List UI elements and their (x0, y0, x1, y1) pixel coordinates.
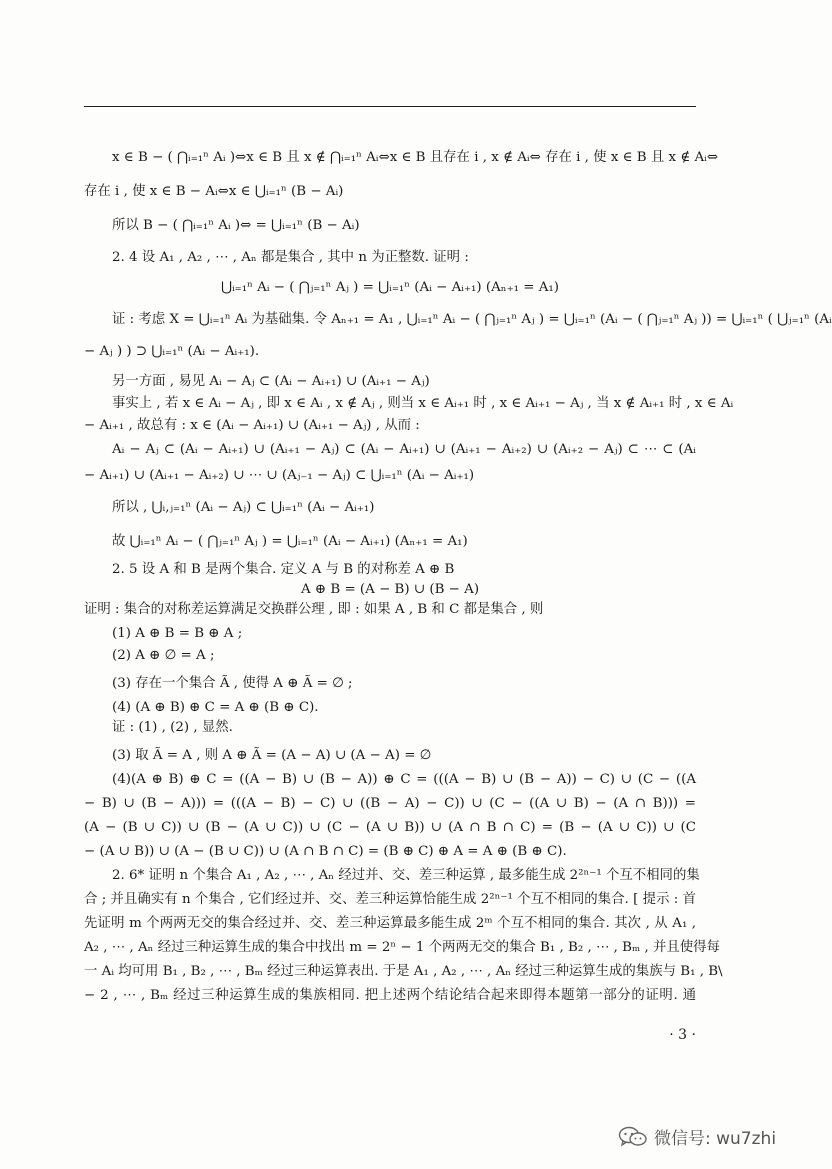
header-rule (84, 106, 696, 107)
text-line: 所以 B − ( ⋂ᵢ₌₁ⁿ Aᵢ )⇔ = ⋃ᵢ₌₁ⁿ (B − Aᵢ) (112, 218, 360, 233)
text-line: − 2 , ⋯ , Bₘ 经过三种运算生成的集族相同. 把上述两个结论结合起来即得本题第一部分的证明. 通 (84, 988, 696, 1003)
exercise-2-4-statement: 2. 4 设 A₁ , A₂ , ⋯ , Aₙ 都是集合 , 其中 n 为正整数. 证明 : (112, 250, 469, 265)
text-line: 合 ; 并且确实有 n 个集合 , 它们经过并、交、差三种运算恰能生成 2²ⁿ⁻¹ 个互不相同的集合. [ 提示 : 首 (84, 892, 696, 907)
text-line: A₂ , ⋯ , Aₙ 经过三种运算生成的集合中找出 m = 2ⁿ − 1 个两两无交的集合 B₁ , B₂ , ⋯ , Bₘ , 并且使得每 (84, 940, 720, 955)
text-line: (4)(A ⊕ B) ⊕ C = ((A − B) ∪ (B − A)) ⊕ C = (((A − B) ∪ (B − A)) − C) ∪ (C − ((A (112, 772, 696, 787)
wechat-icon (618, 1126, 648, 1148)
page-number: · 3 · (669, 1027, 696, 1043)
text-line: Aᵢ − Aⱼ ⊂ (Aᵢ − Aᵢ₊₁) ∪ (Aᵢ₊₁ − Aⱼ) ⊂ (Aᵢ − Aᵢ₊₁) ∪ (Aᵢ₊₁ − Aᵢ₊₂) ∪ (Aᵢ₊₂ − Aⱼ) ⊂ ⋯ ⊂ (Aᵢ (112, 442, 696, 457)
text-line: 一 Aᵢ 均可用 B₁ , B₂ , ⋯ , Bₘ 经过三种运算表出. 于是 A₁ , A₂ , ⋯ , Aₙ 经过三种运算生成的集族与 B₁ , B\ (84, 964, 723, 979)
text-line: − Aᵢ₊₁) ∪ (Aᵢ₊₁ − Aᵢ₊₂) ∪ ⋯ ∪ (Aⱼ₋₁ − Aⱼ) ⊂ ⋃ᵢ₌₁ⁿ (Aᵢ − Aᵢ₊₁) (84, 468, 475, 483)
text-line: 存在 i , 使 x ∈ B − Aᵢ⇔x ∈ ⋃ᵢ₌₁ⁿ (B − Aᵢ) (84, 184, 344, 199)
text-line: − Aⱼ ) ) ⊃ ⋃ᵢ₌₁ⁿ (Aᵢ − Aᵢ₊₁). (84, 344, 260, 359)
text-line: 所以 , ⋃ᵢ,ⱼ₌₁ⁿ (Aᵢ − Aⱼ) ⊂ ⋃ᵢ₌₁ⁿ (Aᵢ − Aᵢ₊₁) (112, 500, 375, 515)
list-item: (3) 存在一个集合 Ã , 使得 A ⊕ Ã = ∅ ; (112, 676, 353, 691)
text-line: (3) 取 Ã = A , 则 A ⊕ Ã = (A − A) ∪ (A − A) = ∅ (112, 748, 432, 763)
text-line: 故 ⋃ᵢ₌₁ⁿ Aᵢ − ( ⋂ⱼ₌₁ⁿ Aⱼ ) = ⋃ᵢ₌₁ⁿ (Aᵢ − Aᵢ₊₁) (Aₙ₊₁ = A₁) (112, 534, 468, 549)
text-line: x ∈ B − ( ⋂ᵢ₌₁ⁿ Aᵢ )⇔x ∈ B 且 x ∉ ⋂ᵢ₌₁ⁿ Aᵢ⇔x ∈ B 且存在 i , x ∉ Aᵢ⇔ 存在 i , 使 x ∈ B 且 x ∉ Aᵢ⇔ (112, 150, 719, 165)
list-item: (1) A ⊕ B = B ⊕ A ; (112, 626, 243, 641)
text-line: 证 : 考虑 X = ⋃ᵢ₌₁ⁿ Aᵢ 为基础集. 令 Aₙ₊₁ = A₁ , ⋃ᵢ₌₁ⁿ Aᵢ − ( ⋂ⱼ₌₁ⁿ Aⱼ ) = ⋃ᵢ₌₁ⁿ (Aᵢ − ( ⋂ⱼ₌₁ⁿ Aⱼ )) = ⋃ᵢ₌₁ⁿ ( ⋃ⱼ₌₁ⁿ (Aᵢ (112, 312, 832, 327)
exercise-2-6-statement: 2. 6* 证明 n 个集合 A₁ , A₂ , ⋯ , Aₙ 经过并、交、差三种运算 , 最多能生成 2²ⁿ⁻¹ 个互不相同的集 (112, 868, 700, 883)
text-line: 事实上 , 若 x ∈ Aᵢ − Aⱼ , 即 x ∈ Aᵢ , x ∉ Aⱼ , 则当 x ∈ Aᵢ₊₁ 时 , x ∈ Aᵢ₊₁ − Aⱼ , 当 x ∉ Aᵢ₊₁ 时 , x ∈ Aᵢ (112, 396, 734, 411)
text-line: − (A ∪ B)) ∪ (A − (B ∪ C)) ∪ (A ∩ B ∩ C) = (B ⊕ C) ⊕ A = A ⊕ (B ⊕ C). (84, 844, 567, 859)
exercise-2-5-statement: 2. 5 设 A 和 B 是两个集合. 定义 A 与 B 的对称差 A ⊕ B (112, 562, 455, 577)
text-line: 证 : (1) , (2) , 显然. (112, 720, 233, 735)
display-equation: A ⊕ B = (A − B) ∪ (B − A) (300, 582, 480, 597)
list-item: (4) (A ⊕ B) ⊕ C = A ⊕ (B ⊕ C). (112, 700, 319, 715)
text-line: (A − (B ∪ C)) ∪ (B − (A ∪ C)) ∪ (C − (A ∪ B)) ∪ (A ∩ B ∩ C) = (B − (A ∪ C)) ∪ (C (84, 820, 696, 835)
watermark-text: 微信号: wu7zhi (654, 1129, 777, 1149)
text-line: 先证明 m 个两两无交的集合经过并、交、差三种运算最多能生成 2ᵐ 个互不相同的集合. 其次 , 从 A₁ , (84, 916, 696, 931)
text-line: − Aᵢ₊₁ , 故总有 : x ∈ (Aᵢ − Aᵢ₊₁) ∪ (Aᵢ₊₁ − Aⱼ) , 从而 : (84, 418, 420, 433)
display-equation: ⋃ᵢ₌₁ⁿ Aᵢ − ( ⋂ⱼ₌₁ⁿ Aⱼ ) = ⋃ᵢ₌₁ⁿ (Aᵢ − Aᵢ₊₁) (Aₙ₊₁ = A₁) (220, 280, 560, 295)
list-item: (2) A ⊕ ∅ = A ; (112, 648, 215, 663)
watermark (618, 1124, 776, 1149)
text-line: 另一方面 , 易见 Aᵢ − Aⱼ ⊂ (Aᵢ − Aᵢ₊₁) ∪ (Aᵢ₊₁ − Aⱼ) (112, 374, 430, 389)
text-line: 证明 : 集合的对称差运算满足交换群公理 , 即 : 如果 A , B 和 C 都是集合 , 则 (84, 602, 544, 617)
text-line: − B) ∪ (B − A))) = (((A − B) − C) ∪ ((B − A) − C)) ∪ (C − ((A ∪ B) − (A ∩ B))) = (84, 796, 696, 811)
